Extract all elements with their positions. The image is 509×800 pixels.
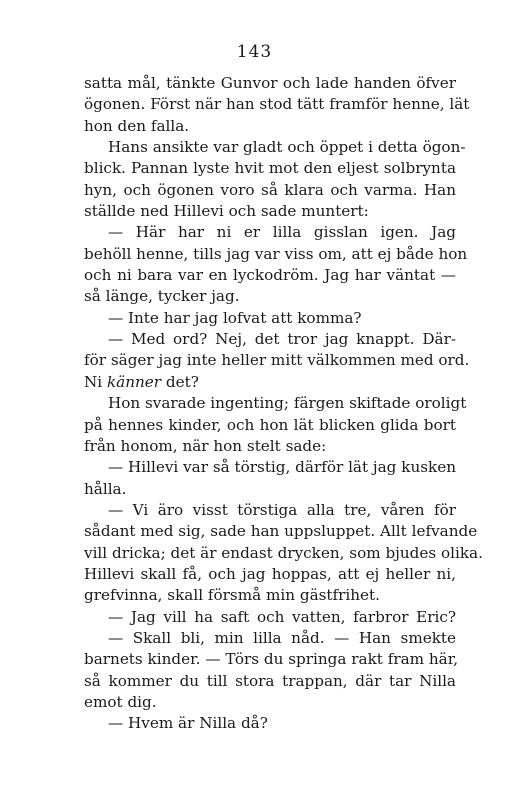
text-line: grefvinna, skall försmå min gästfrihet. xyxy=(84,586,380,605)
text-line: barnets kinder. — Törs du springa rakt fram här, xyxy=(84,650,459,669)
text-line: — Här har ni er lilla gisslan igen. Jag xyxy=(108,223,456,242)
text-line: emot dig. xyxy=(84,692,157,711)
text-line: ögonen. Först när han stod tätt framför henne, lät xyxy=(84,95,470,114)
text-line: hyn, och ögonen voro så klara och varma. Han xyxy=(84,180,456,199)
text-line: och ni bara var en lyckodröm. Jag har väntat — xyxy=(84,266,456,285)
text-line: — Vi äro visst törstiga alla tre, våren för xyxy=(108,500,456,519)
page-number: 143 xyxy=(236,42,273,62)
body-text xyxy=(84,73,483,735)
text-line: sådant med sig, sade han uppsluppet. Allt lefvande xyxy=(84,522,478,541)
text-line: — Hillevi var så törstig, därför lät jag kusken xyxy=(108,458,456,477)
text-line: så kommer du till stora trappan, där tar Nilla xyxy=(84,671,456,690)
text-line: blick. Pannan lyste hvit mot den eljest solbrynta xyxy=(84,159,456,178)
text-line: hon den falla. xyxy=(84,116,190,135)
text-line: — Med ord? Nej, det tror jag knappt. Där- xyxy=(108,330,456,349)
text-line: — Jag vill ha saft och vatten, farbror Eric? xyxy=(108,607,456,626)
text-line: så länge, tycker jag. xyxy=(84,287,240,306)
text-line: vill dricka; det är endast drycken, som bjudes olika. xyxy=(84,543,483,562)
text-line: på hennes kinder, och hon lät blicken glida bort xyxy=(84,415,456,434)
text-line: satta mål, tänkte Gunvor och lade handen öfver xyxy=(84,74,456,92)
text-line: Hillevi skall få, och jag hoppas, att ej heller ni, xyxy=(84,564,456,583)
text-fragment: Ni xyxy=(84,372,103,391)
text-line: Hans ansikte var gladt och öppet i detta ögon- xyxy=(108,138,466,157)
text-line: Hon svarade ingenting; färgen skiftade oroligt xyxy=(108,394,467,413)
text-fragment: det? xyxy=(165,372,199,391)
text-line: för säger jag inte heller mitt välkommen med ord. xyxy=(84,351,470,370)
emphasized-word: känner xyxy=(106,372,162,391)
text-line: från honom, när hon stelt sade: xyxy=(84,436,327,455)
text-line: — Skall bli, min lilla nåd. — Han smekte xyxy=(108,628,456,647)
text-line-emphasis xyxy=(84,372,456,393)
text-line: — Hvem är Nilla då? xyxy=(108,714,268,733)
text-line: behöll henne, tills jag var viss om, att ej både hon xyxy=(84,244,468,263)
text-line: — Inte har jag lofvat att komma? xyxy=(108,308,362,327)
text-line: ställde ned Hillevi och sade muntert: xyxy=(84,202,369,221)
text-line: hålla. xyxy=(84,479,127,498)
